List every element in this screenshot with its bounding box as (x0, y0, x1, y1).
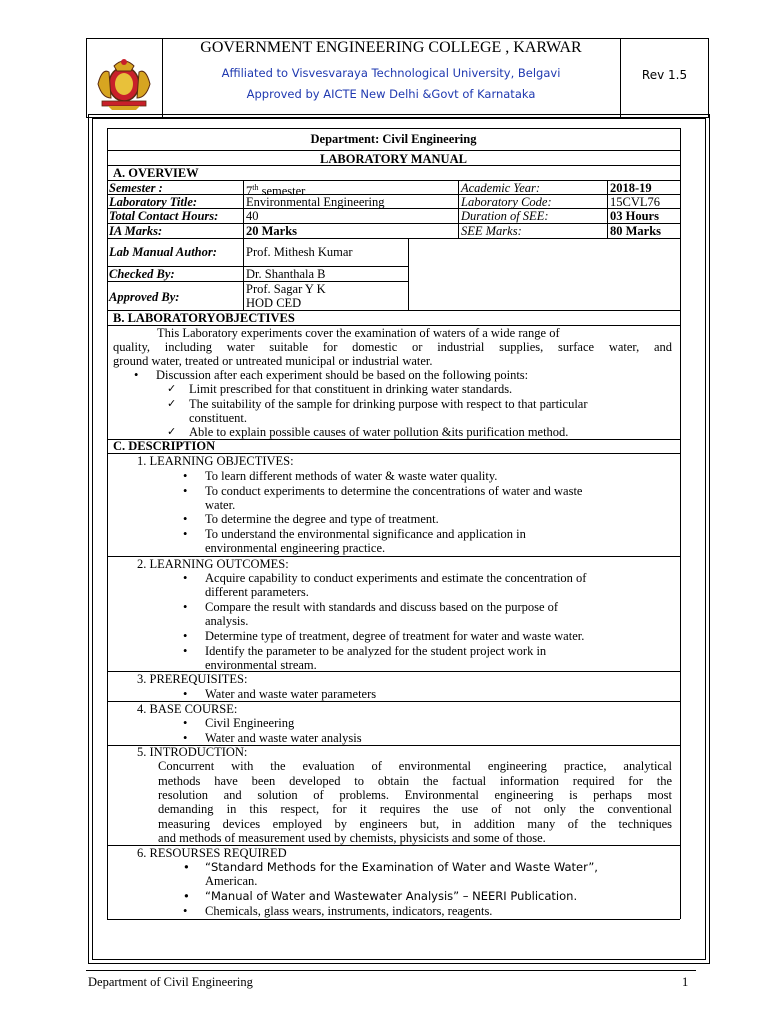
row-divider (107, 238, 680, 239)
introduction-line: and methods of measurement used by chemists, physicists and some of those. (158, 831, 546, 845)
objectives-heading: B. LABORATORYOBJECTIVES (113, 311, 295, 325)
approved-by-role: HOD CED (246, 296, 302, 310)
list-item: • Identify the parameter to be analyzed for the student project work in (205, 644, 546, 658)
academic-year-label: Academic Year: (461, 181, 541, 195)
objectives-para-line: This Laboratory experiments cover the examination of waters of a wide range of (157, 326, 560, 340)
table-top-border (107, 128, 680, 129)
see-duration-label: Duration of SEE: (461, 209, 549, 223)
approved-by-label: Approved By: (109, 290, 180, 304)
list-item-cont: analysis. (205, 614, 249, 628)
introduction-title: 5. INTRODUCTION: (137, 745, 248, 759)
karnataka-emblem-icon (86, 38, 162, 118)
list-item: • To understand the environmental significance and application in (205, 527, 526, 541)
list-item: • Compare the result with standards and discuss based on the purpose of (205, 600, 558, 614)
see-duration-value: 03 Hours (610, 209, 659, 223)
list-item-cont: different parameters. (205, 585, 309, 599)
list-item-cont: American. (205, 874, 258, 888)
academic-year-value: 2018-19 (610, 181, 652, 195)
prerequisites-title: 3. PREREQUISITES: (137, 672, 248, 686)
revision-label: Rev 1.5 (641, 68, 688, 82)
department-heading: Department: Civil Engineering (310, 132, 477, 146)
resources-title: 6. RESOURSES REQUIRED (137, 846, 287, 860)
list-item: • Determine type of treatment, degree of treatment for water and waste water. (205, 629, 584, 643)
col-divider (408, 238, 409, 310)
row-divider (107, 150, 680, 151)
list-item-cont: environmental engineering practice. (205, 541, 386, 555)
list-item: • “Manual of Water and Wastewater Analysis” – NEERI Publication. (205, 889, 577, 903)
footer-rule (86, 970, 696, 971)
base-course-title: 4. BASE COURSE: (137, 702, 238, 716)
introduction-line: Concurrent with the evaluation of environmental engineering practice, analytical (158, 759, 672, 773)
list-item: • Water and waste water analysis (205, 731, 362, 745)
affiliation-text: Affiliated to Visvesvaraya Technological University, Belgavi (221, 66, 561, 80)
contact-hours-value: 40 (246, 209, 259, 223)
lab-code-value: 15CVL76 (610, 195, 660, 209)
ia-marks-label: IA Marks: (109, 224, 163, 238)
description-heading: C. DESCRIPTION (113, 439, 216, 453)
lab-title-label: Laboratory Title: (109, 195, 198, 209)
semester-value: 7th semester (246, 183, 306, 199)
objectives-para-line: ground water, treated or untreated municipal or industrial water. (113, 354, 433, 368)
introduction-line: resolution and solution of problems. Environmental engineering is perhaps most (158, 788, 672, 802)
row-divider (107, 919, 680, 920)
ia-marks-value: 20 Marks (246, 224, 298, 238)
objectives-check-item-cont: constituent. (189, 411, 247, 425)
manual-title: LABORATORY MANUAL (320, 152, 467, 166)
see-marks-value: 80 Marks (610, 224, 662, 238)
learning-objectives-title: 1. LEARNING OBJECTIVES: (137, 454, 294, 468)
logo-cell (86, 38, 163, 118)
list-item: • Water and waste water parameters (205, 687, 376, 701)
list-item: • “Standard Methods for the Examination of Water and Waste Water”, (205, 860, 598, 874)
introduction-line: demanding in this respect, for it requires the use of not only the conventional (158, 802, 672, 816)
objectives-check-item: ✓ The suitability of the sample for drinking purpose with respect to that particular (189, 397, 588, 411)
checked-by-label: Checked By: (109, 267, 175, 281)
col-divider (458, 180, 459, 238)
list-item: • Acquire capability to conduct experiments and estimate the concentration of (205, 571, 586, 585)
author-value: Prof. Mithesh Kumar (246, 245, 353, 259)
learning-outcomes-title: 2. LEARNING OUTCOMES: (137, 557, 289, 571)
list-item-cont: environmental stream. (205, 658, 317, 672)
page-number: 1 (682, 975, 689, 989)
col-divider (607, 180, 608, 238)
table-right-border (680, 128, 681, 919)
footer-department: Department of Civil Engineering (88, 975, 253, 989)
approval-text: Approved by AICTE New Delhi &Govt of Karnataka (246, 87, 536, 101)
list-item: • Civil Engineering (205, 716, 294, 730)
table-left-border (107, 128, 108, 919)
checked-by-value: Dr. Shanthala B (246, 267, 326, 281)
introduction-line: methods have been developed to obtain the factual information required for the (158, 774, 672, 788)
lab-code-label: Laboratory Code: (461, 195, 552, 209)
list-item: • To determine the degree and type of treatment. (205, 512, 439, 526)
lab-title-value: Environmental Engineering (246, 195, 385, 209)
list-item-cont: water. (205, 498, 236, 512)
list-item: • To conduct experiments to determine the concentrations of water and waste (205, 484, 582, 498)
list-item: • To learn different methods of water & waste water quality. (205, 469, 497, 483)
objectives-bullet: • Discussion after each experiment should be based on the following points: (156, 368, 528, 382)
list-item: • Chemicals, glass wears, instruments, indicators, reagents. (205, 904, 492, 918)
row-divider (107, 223, 680, 224)
objectives-para-line: quality, including water suitable for domestic or industrial supplies, surface water, and (113, 340, 672, 354)
approved-by-name: Prof. Sagar Y K (246, 282, 326, 296)
overview-heading: A. OVERVIEW (113, 166, 199, 180)
college-name: GOVERNMENT ENGINEERING COLLEGE , KARWAR (200, 39, 582, 56)
semester-label: Semester : (109, 181, 163, 195)
author-label: Lab Manual Author: (109, 245, 217, 259)
see-marks-label: SEE Marks: (461, 224, 522, 238)
objectives-check-item: ✓ Able to explain possible causes of water pollution &its purification method. (189, 425, 568, 439)
col-divider (243, 180, 244, 310)
contact-hours-label: Total Contact Hours: (109, 209, 219, 223)
row-divider (107, 180, 680, 181)
objectives-check-item: ✓ Limit prescribed for that constituent in drinking water standards. (189, 382, 512, 396)
introduction-line: measuring devices employed by engineers but, in addition many of the techniques (158, 817, 672, 831)
